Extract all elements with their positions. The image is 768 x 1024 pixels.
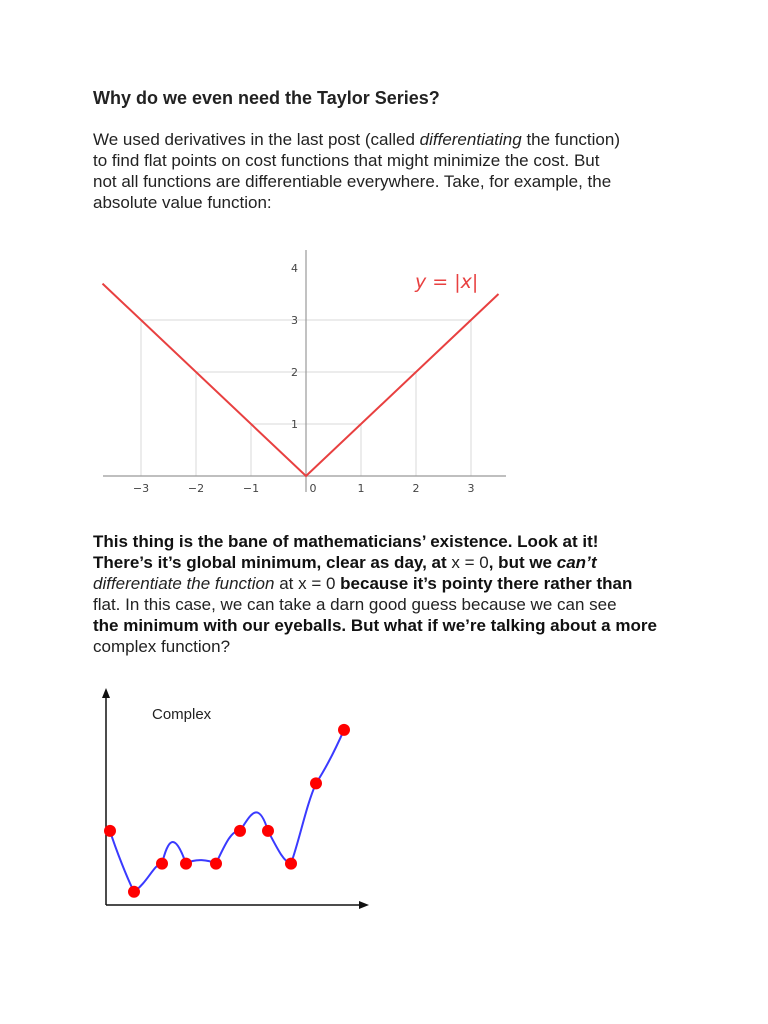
abs-xtick-label: 3 [467, 482, 475, 495]
discussion-line-2: There’s it’s global minimum, clear as day, at x = 0, but we can’t [93, 553, 597, 572]
abs-ytick-label: 2 [291, 366, 298, 379]
complex-data-point [156, 858, 168, 870]
complex-data-point [210, 858, 222, 870]
discussion-line-6: complex function? [93, 637, 231, 656]
abs-ytick-label: 3 [291, 314, 298, 327]
intro-line-4: absolute value function: [93, 193, 272, 212]
complex-points [104, 724, 350, 898]
abs-xtick-label: 1 [357, 482, 365, 495]
discussion-line-5: the minimum with our eyeballs. But what if we’re talking about a more [93, 616, 657, 635]
abs-ytick-label: 4 [291, 262, 298, 275]
complex-curve [110, 730, 344, 892]
discussion-line-4: flat. In this case, we can take a darn good guess because we can see [93, 595, 617, 614]
complex-data-point [128, 886, 140, 898]
complex-data-point [310, 777, 322, 789]
complex-y-arrow [102, 688, 110, 698]
discussion-line-1: This thing is the bane of mathematicians’ existence. Look at it! [93, 532, 599, 551]
abs-xtick-label: −3 [132, 482, 150, 495]
discussion-line-3: differentiate the function at x = 0 because it’s pointy there rather than [93, 574, 633, 593]
complex-data-point [180, 858, 192, 870]
abs-xtick-label: −2 [187, 482, 205, 495]
complex-data-point [338, 724, 350, 736]
complex-data-point [262, 825, 274, 837]
intro-line-3: not all functions are differentiable everywhere. Take, for example, the [93, 172, 612, 191]
abs-xtick-label: −1 [242, 482, 260, 495]
complex-x-arrow [359, 901, 369, 909]
complex-data-point [104, 825, 116, 837]
abs-function-label: y = |x| [415, 271, 479, 293]
abs-ytick-label: 1 [291, 418, 298, 431]
abs-xtick-label: 0 [309, 482, 317, 495]
complex-data-point [285, 858, 297, 870]
complex-chart-title: Complex [152, 706, 212, 723]
abs-xtick-label: 2 [412, 482, 420, 495]
complex-chart-axes [102, 688, 369, 909]
complex-data-point [234, 825, 246, 837]
intro-line-1: We used derivatives in the last post (called differentiating the function) [93, 130, 620, 149]
post-heading: Why do we even need the Taylor Series? [93, 88, 440, 108]
intro-line-2: to find flat points on cost functions that might minimize the cost. But [93, 151, 600, 170]
